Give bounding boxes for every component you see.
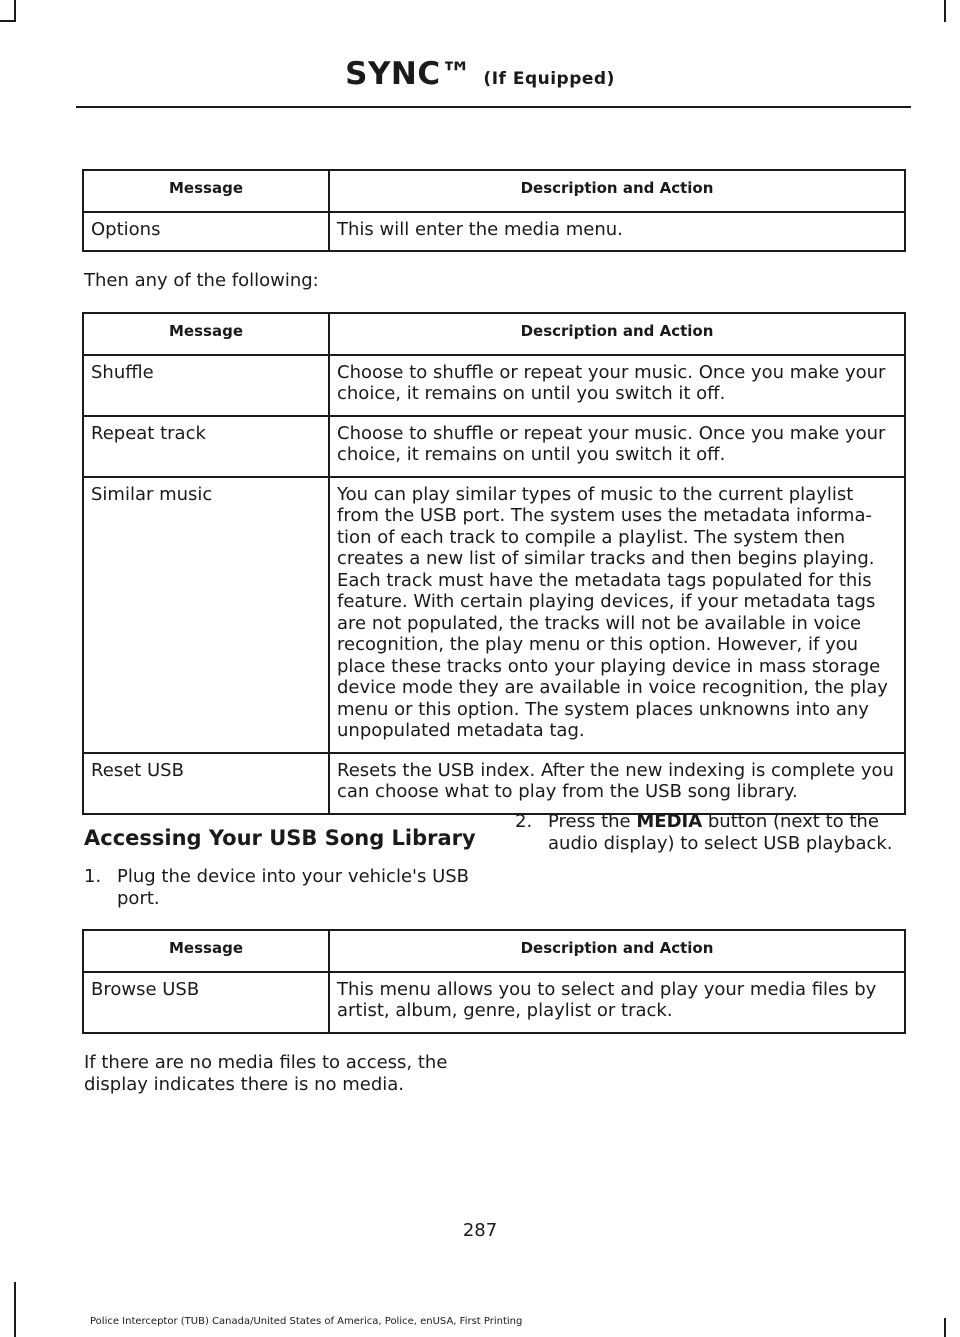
header-divider: [76, 106, 911, 108]
message-cell: Reset USB: [83, 753, 329, 814]
message-cell: Similar music: [83, 477, 329, 753]
step-text: Plug the device into your vehicle's USB port.: [117, 866, 470, 909]
header-title-main: SYNC™: [345, 56, 473, 92]
column-header-message: Message: [83, 313, 329, 355]
column-header-description: Description and Action: [329, 170, 905, 212]
header-title-sub: (If Equipped): [483, 69, 615, 89]
media-options-table: [82, 312, 906, 815]
column-header-message: Message: [83, 930, 329, 972]
column-header-description: Description and Action: [329, 930, 905, 972]
section-heading: Accessing Your USB Song Library: [84, 826, 476, 850]
step-text: [515, 811, 910, 854]
description-cell: You can play similar types of music to the current playlist from the USB port. The system uses the metadata informa-tion of each track to compile a playlist. The system then creates a new list of similar tracks and then begins playing. Each track must have the metadata tags populated for this feature. With certain playing devices, if your metadata tags are not populated, the tracks will not be available in voice recognition, the play menu or this option. However, if you place these tracks onto your playing device in mass storage device mode they are available in voice recognition, the play menu or this option. The system places unknowns into any unpopulated metadata tag.: [329, 477, 905, 753]
table-row: [83, 212, 905, 252]
description-cell: Resets the USB index. After the new indexing is complete you can choose what to play from the USB song library.: [329, 753, 905, 814]
description-cell: Choose to shuffle or repeat your music. Once you make your choice, it remains on until you switch it off.: [329, 416, 905, 477]
table-row: [83, 355, 905, 416]
step-number: 1.: [84, 866, 102, 887]
footer-text: Police Interceptor (TUB) Canada/United States of America, Police, enUSA, First Printing: [90, 1316, 523, 1327]
message-cell: Options: [83, 212, 329, 252]
crop-mark-top-left-h: [0, 20, 16, 22]
crop-mark-bottom-left-v: [14, 1282, 16, 1337]
message-cell: Repeat track: [83, 416, 329, 477]
table-row: [83, 477, 905, 753]
message-cell: Shuffle: [83, 355, 329, 416]
table-header-row: [83, 930, 905, 972]
table-row: [83, 753, 905, 814]
description-cell: Choose to shuffle or repeat your music. Once you make your choice, it remains on until you switch it off.: [329, 355, 905, 416]
column-header-description: Description and Action: [329, 313, 905, 355]
table-header-row: [83, 170, 905, 212]
message-cell: Browse USB: [83, 972, 329, 1033]
crop-mark-bottom-right-v: [944, 1318, 946, 1337]
step-text-pre: Press the: [548, 811, 637, 832]
media-button-label: MEDIA: [636, 811, 703, 832]
step-1: [84, 866, 480, 909]
browse-usb-table: [82, 929, 906, 1034]
column-header-message: Message: [83, 170, 329, 212]
description-cell: This menu allows you to select and play your media files by artist, album, genre, playlist or track.: [329, 972, 905, 1033]
step-number: 2.: [515, 811, 533, 832]
options-table: [82, 169, 906, 252]
description-cell: This will enter the media menu.: [329, 212, 905, 252]
step-2: [515, 811, 910, 854]
table-row: [83, 416, 905, 477]
crop-mark-top-right-v: [944, 0, 946, 22]
closing-paragraph: If there are no media files to access, the display indicates there is no media.: [84, 1052, 448, 1095]
step-text-post: button (next to the audio display) to select USB playback.: [548, 811, 893, 854]
intro-paragraph: Then any of the following:: [84, 270, 319, 291]
crop-mark-top-left-v: [14, 0, 16, 22]
page-header-title: [0, 56, 960, 92]
table-header-row: [83, 313, 905, 355]
page-number: 287: [462, 1220, 498, 1241]
table-row: [83, 972, 905, 1033]
